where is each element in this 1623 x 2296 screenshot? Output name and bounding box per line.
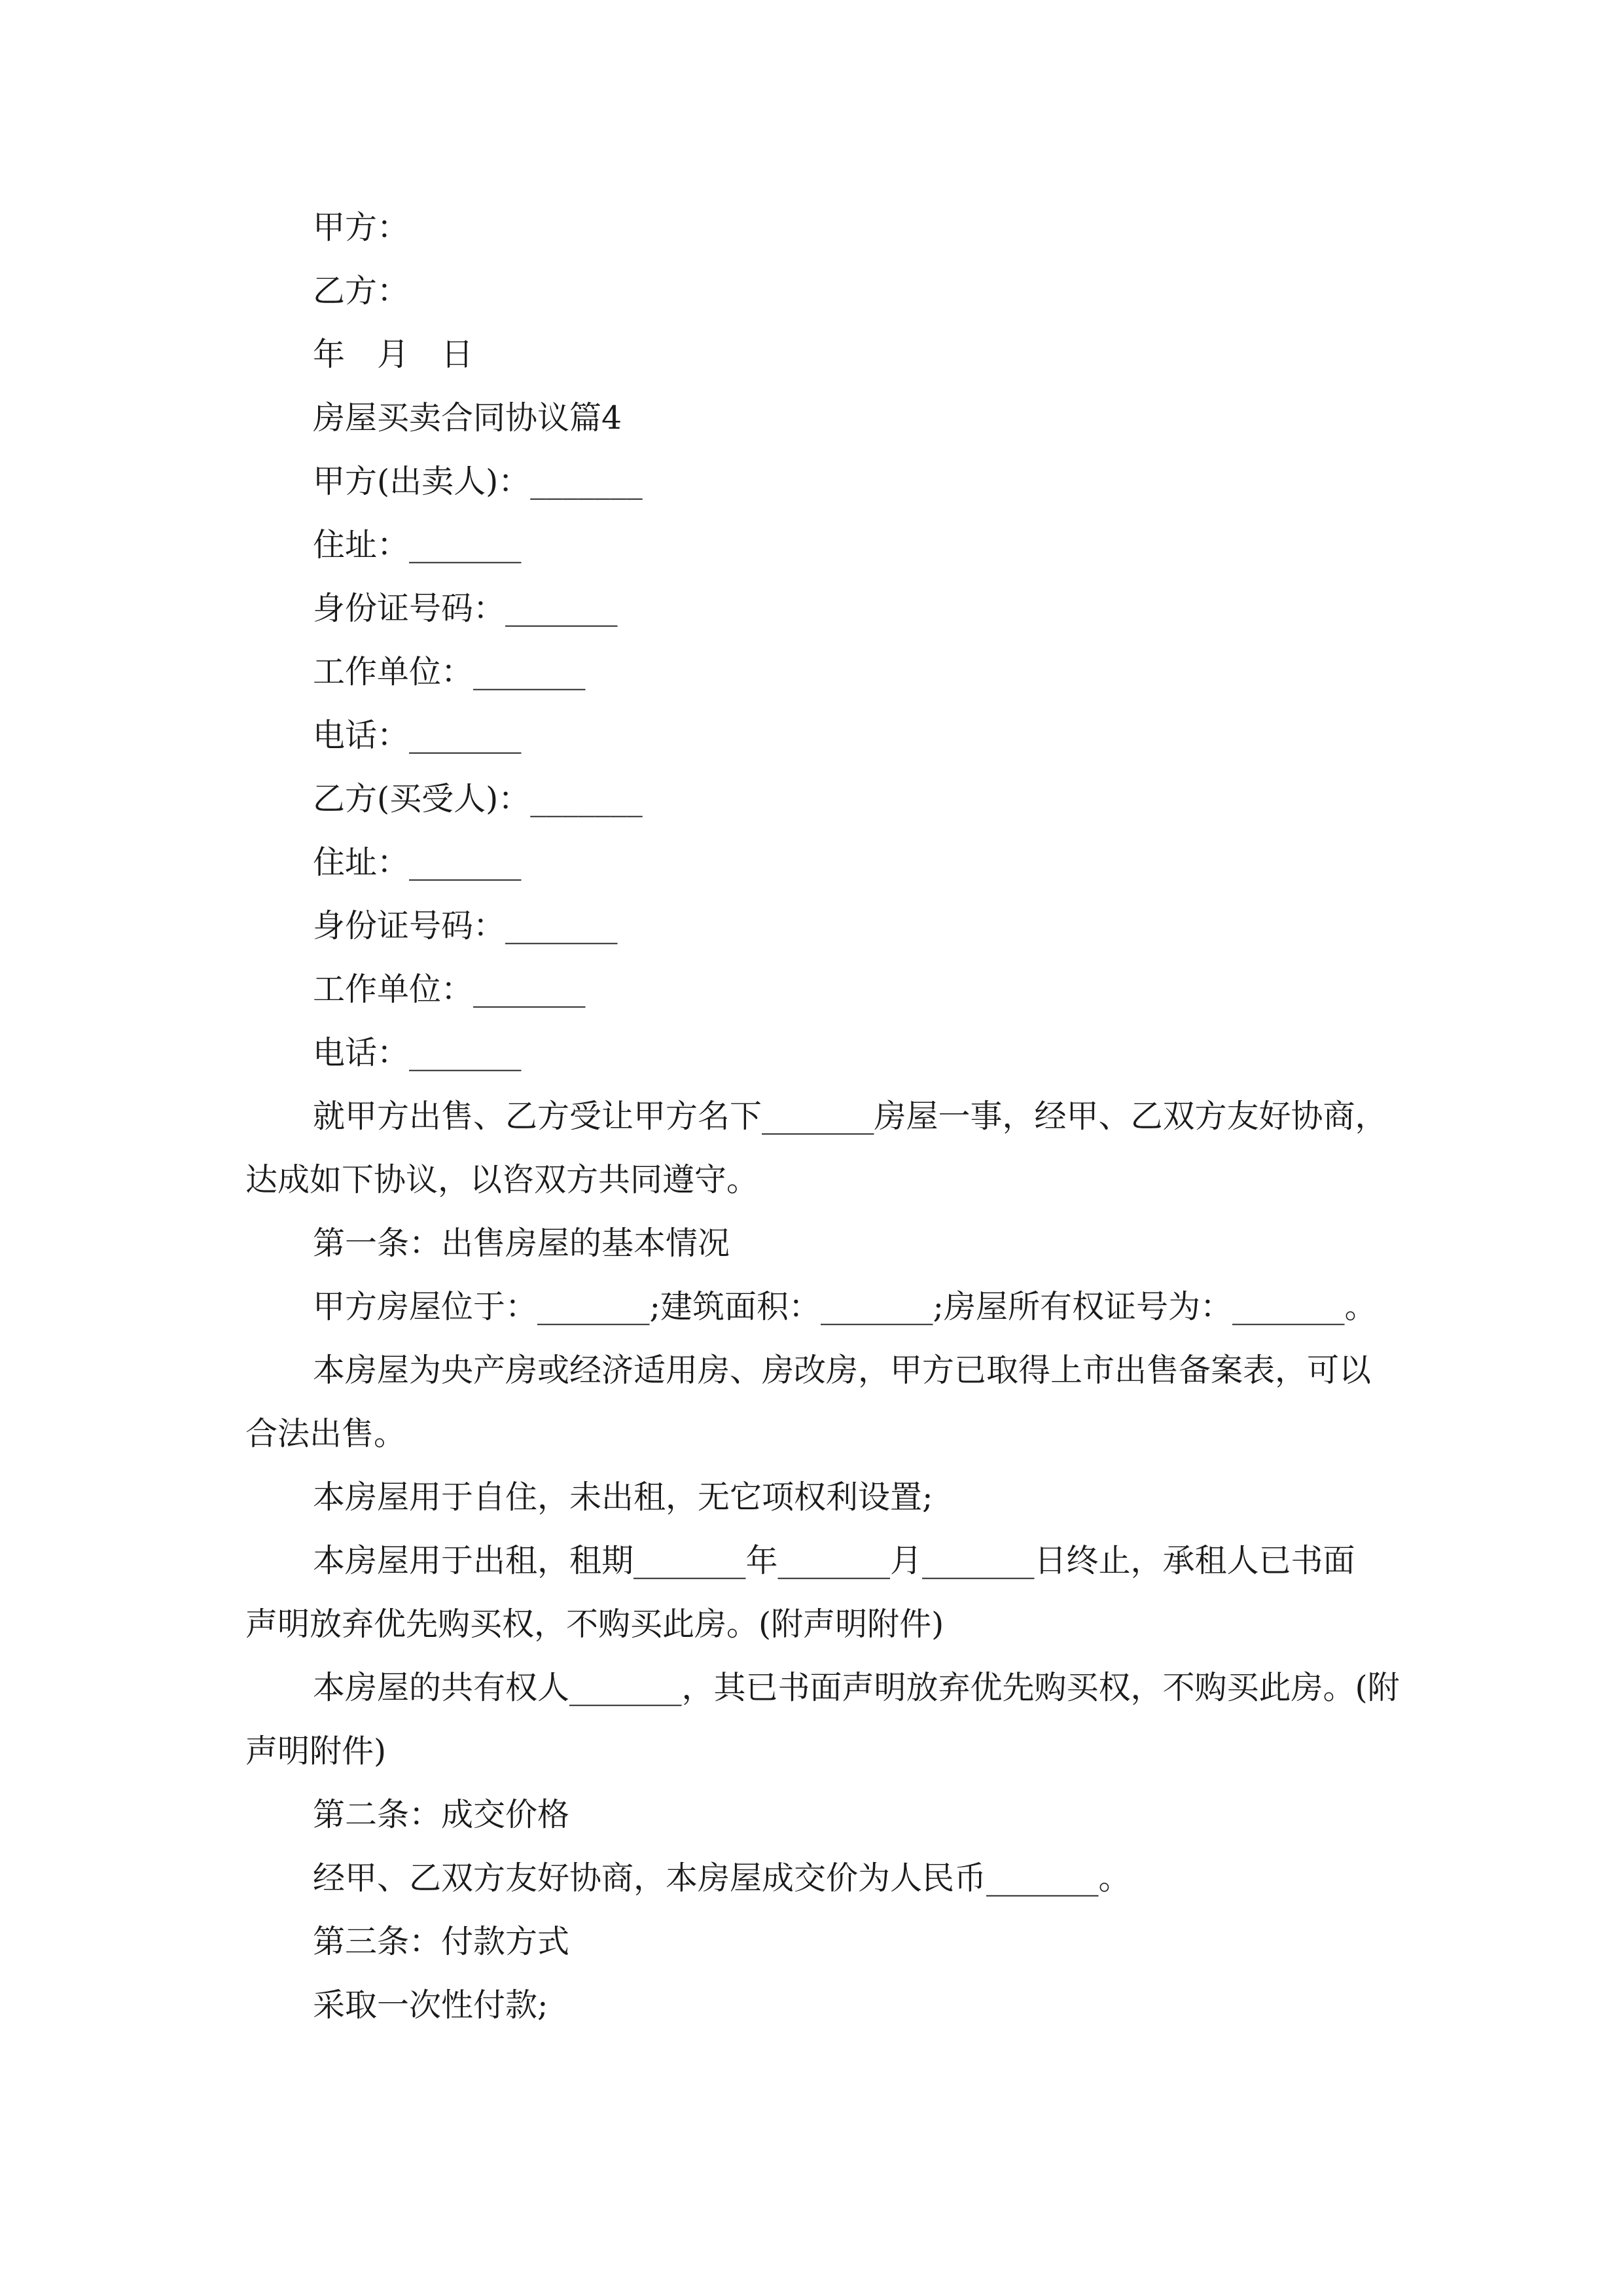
paragraph-rental-cont: 声明放弃优先购买权，不购买此房。(附声明附件) [245, 1605, 944, 1643]
paragraph-co-owner: 本房屋的共有权人_______，其已书面声明放弃优先购买权，不购买此房。(附 [313, 1669, 1400, 1706]
text-line-seller-phone: 电话：_______ [313, 717, 522, 754]
paragraph-self-use: 本房屋用于自住，未出租，无它项权利设置; [313, 1479, 933, 1516]
text-line-seller-employer: 工作单位：_______ [313, 653, 586, 691]
text-line-buyer-address: 住址：_______ [313, 844, 522, 881]
paragraph-house-info: 甲方房屋位于：_______;建筑面积：_______;房屋所有权证号为：_______。 [313, 1288, 1377, 1325]
paragraph-house-type-cont: 合法出售。 [245, 1415, 406, 1452]
text-line-seller-address: 住址：_______ [313, 526, 522, 564]
text-line-buyer-phone: 电话：_______ [313, 1034, 522, 1071]
section-title: 房屋买卖合同协议篇4 [313, 399, 622, 437]
article-2-heading: 第二条：成交价格 [313, 1796, 570, 1833]
text-line-party-a-sign: 甲方： [313, 209, 410, 246]
paragraph-rental: 本房屋用于出租，租期_______年_______月_______日终止，承租人已书面 [313, 1542, 1355, 1579]
article-3-heading: 第三条：付款方式 [313, 1923, 570, 1960]
paragraph-co-owner-cont: 声明附件) [245, 1732, 387, 1770]
paragraph-house-type: 本房屋为央产房或经济适用房、房改房，甲方已取得上市出售备案表，可以 [313, 1352, 1372, 1389]
article-1-heading: 第一条：出售房屋的基本情况 [313, 1225, 730, 1262]
paragraph-price: 经甲、乙双方友好协商，本房屋成交价为人民币_______。 [313, 1859, 1131, 1897]
text-line-date: 年 月 日 [313, 336, 474, 373]
text-line-party-b-sign: 乙方： [313, 272, 410, 310]
text-line-buyer: 乙方(买受人)：_______ [313, 780, 643, 817]
paragraph-intro: 就甲方出售、乙方受让甲方名下_______房屋一事，经甲、乙双方友好协商， [313, 1098, 1387, 1135]
paragraph-intro-cont: 达成如下协议，以咨双方共同遵守。 [245, 1161, 759, 1198]
text-line-seller-id: 身份证号码：_______ [313, 590, 618, 627]
text-line-seller: 甲方(出卖人)：_______ [313, 463, 643, 500]
text-line-buyer-id: 身份证号码：_______ [313, 907, 618, 944]
paragraph-payment: 采取一次性付款; [313, 1986, 548, 2024]
text-line-buyer-employer: 工作单位：_______ [313, 971, 586, 1008]
